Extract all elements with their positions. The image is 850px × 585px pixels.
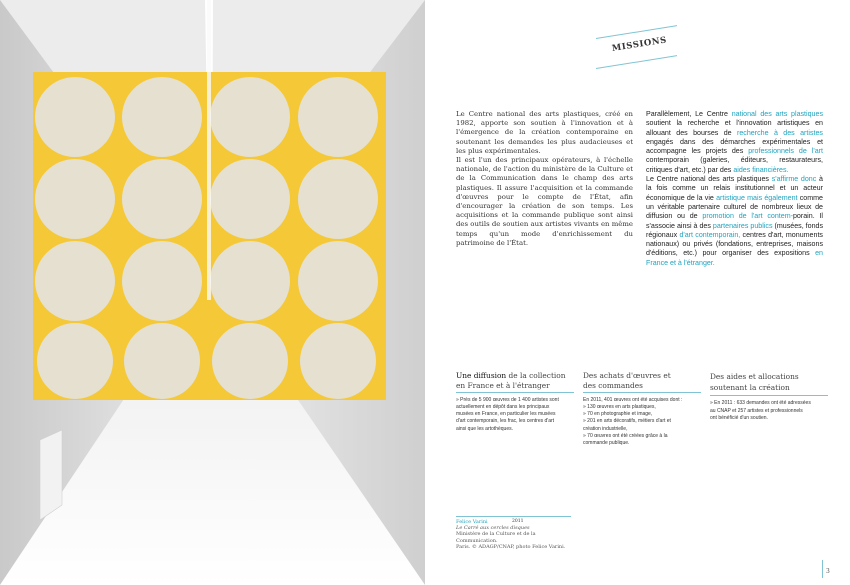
aids-box-heading: Des aides et allocations soutenant la création (710, 371, 828, 396)
credit-line: Ministère de la Culture et de la Communication. (456, 531, 536, 544)
missions-paragraph-1: Parallèlement, Le Centre national des arts plastiques soutient la recherche et l'innovation artistiques en allouant des bourses de recherche à des artistes engagés dans des démarches expérimentales et accompagne les projets des professionnels de l'art contemporain (galeries, éditeurs, restaurateurs, critiques d'art, etc.) par des aides financières. (646, 110, 823, 174)
page-number: 3 (826, 568, 830, 575)
diffusion-box (456, 371, 574, 433)
missions-heading-block (600, 30, 680, 70)
acquisitions-box-heading: Des achats d'œuvres et des commandes (583, 371, 701, 393)
page-number-rule (822, 560, 823, 578)
diffusion-box-heading: Une diffusion de la collection en France et à l'étranger (456, 371, 574, 393)
intro-paragraph-1: Le Centre national des arts plastiques, créé en 1982, apporte son soutien à l'innovation et à l'émergence de la création contemporaine en soutenant les demandes les plus audacieuses et les plus expérimentales. (456, 110, 633, 155)
credit-line: Paris. © ADAGP/CNAP, photo Felice Varini. (456, 543, 566, 550)
credit-title: Le Carré aux cercles disques (456, 525, 530, 532)
page-title: MISSIONS (611, 35, 668, 54)
missions-column (646, 110, 823, 268)
aids-box-body: » En 2011 : 633 demandes ont été adressées au CNAP et 257 artistes et professionnels ont bénéficié d'un soutien. (710, 400, 811, 421)
heading-rule-bottom (596, 55, 677, 69)
intro-paragraph-2: Il est l'un des principaux opérateurs, à l'échelle nationale, de l'action du ministère de la Culture et de la Communication dans le champ des arts plastiques. Il assure l'acquisition et la commande d'œuvres pour le compte de l'État, afin d'encourager la création de son temps. Les acquisitions et la commande publique sont ainsi des outils de soutien aux artistes vivants en même temps qu'un mode d'enrichissement du patrimoine de l'État. (456, 156, 633, 247)
photo-credit (456, 516, 571, 550)
credit-year: 2011 (512, 519, 524, 524)
aids-box (710, 371, 828, 422)
missions-paragraph-2: Le Centre national des arts plastiques s'affirme donc à la fois comme un relais institutionnel et un acteur économique de la vie artistique mais également comme un véritable partenaire culturel de nombreux lieux de diffusion ou de promotion de l'art contem-porain. Il s'associe ainsi à des partenaires publics (musées, fonds régionaux d'art contemporain, centres d'art, monuments nationaux) ou privés (fondations, entreprises, maisons d'éditions, etc.) pour organiser des expositions en France et à l'étranger. (646, 175, 824, 267)
intro-column (456, 110, 633, 248)
diffusion-box-body: » Près de 5 900 œuvres de 1 400 artistes sont actuellement en dépôt dans les principaux musées en France, en particulier les musées d'art contemporain, les frac, les centres d'art ainsi que les artothèques. (456, 397, 559, 432)
credit-artist: Felice Varini (456, 519, 488, 525)
acquisitions-box (583, 371, 701, 447)
acquisitions-box-body: En 2011, 401 œuvres ont été acquises dont : » 130 œuvres en arts plastiques, » 70 en photographie et image, » 201 en arts décoratifs, métiers d'art et création industrielle, » 70 œuvres ont été créées grâce à la commande publique. (583, 397, 683, 446)
